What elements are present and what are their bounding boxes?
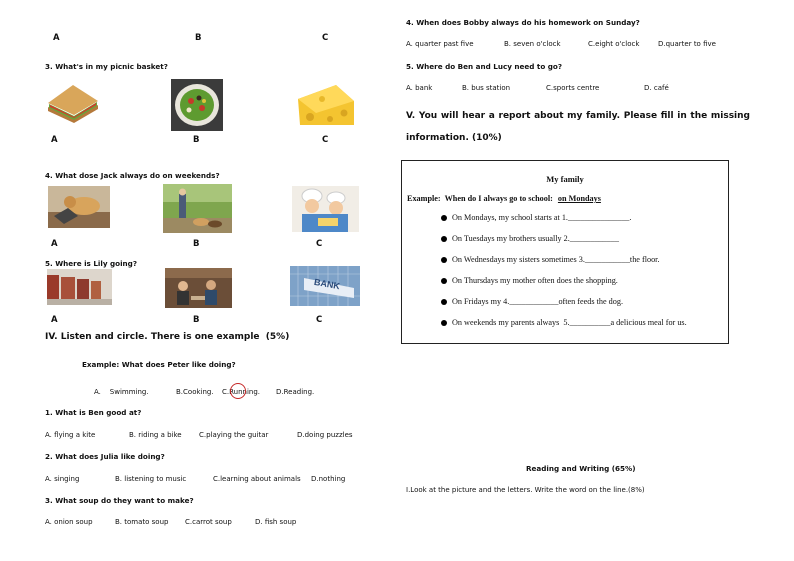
s4-q2-option-b: B. listening to music [115,475,187,483]
bullet-icon [441,257,447,263]
dog-and-laptop-image [48,186,110,228]
example-answer: on Mondays [557,194,601,203]
q3-question: 3. What's in my picnic basket? [45,62,168,71]
q5-question: 5. Where is Lily going? [45,259,137,268]
bullet-icon [441,278,447,284]
s4-q3-option-d: D. fish soup [255,518,297,526]
cooking-children-image [292,186,359,232]
q4-label-b: B [193,239,200,249]
r-q5-option-b: B. bus station [462,84,511,92]
r-q4-option-a: A. quarter past five [406,40,474,48]
r-q4-option-d: D.quarter to five [658,40,716,48]
s4-q3-option-c: C.carrot soup [185,518,232,526]
section5-heading [406,112,750,143]
r-q4-option-b: B. seven o'clock [504,40,561,48]
bank-building-image [290,266,360,306]
s4-q3-question: 3. What soup do they want to make? [45,496,194,505]
section4-heading: IV. Listen and circle. There is one example (5%) [45,332,290,342]
family-item-6-text: On weekends my parents always 5.__________a delicious meal for us. [452,318,687,327]
library-image [47,269,112,305]
q3-label-a: A [51,135,58,145]
s4-q1-option-c: C.playing the guitar [199,431,269,439]
family-item-4-text: On Thursdays my mother often does the shopping. [452,276,618,285]
s4-q2-option-d: D.nothing [311,475,346,483]
bullet-icon [441,320,447,326]
family-item-5 [441,298,623,306]
r-q4-question: 4. When does Bobby always do his homework on Sunday? [406,18,640,27]
q5-label-b: B [193,315,200,325]
q2-label-a: A [53,33,60,43]
r-q5-question: 5. Where do Ben and Lucy need to go? [406,62,563,71]
family-box-example [407,194,601,203]
walking-dog-image [163,184,232,233]
s4-q1-question: 1. What is Ben good at? [45,408,142,417]
q5-label-c: C [316,315,323,325]
section5-heading-line2: information. (10%) [406,133,502,143]
bullet-icon [441,215,447,221]
q3-label-c: C [322,135,329,145]
s4-q2-option-a: A. singing [45,475,80,483]
family-item-4 [441,277,618,285]
s4-q2-question: 2. What does Julia like doing? [45,452,165,461]
r-q5-option-c: C.sports centre [546,84,600,92]
bank-sign-text: BANK [313,276,341,292]
s4-q3-option-b: B. tomato soup [115,518,169,526]
family-item-3-text: On Wednesdays my sisters sometimes 3.___________the floor. [452,255,660,264]
family-box-title: My family [546,174,584,184]
q3-label-b: B [193,135,200,145]
s4-q1-option-d: D.doing puzzles [297,431,353,439]
q4-question: 4. What dose Jack always do on weekends? [45,171,220,180]
q5-label-a: A [51,315,58,325]
s4-q1-option-b: B. riding a bike [129,431,182,439]
example-option-a: A. Swimming. [94,388,149,396]
r-q5-option-a: A. bank [406,84,433,92]
example-option-b: B.Cooking. [176,388,214,396]
r-q5-option-d: D. café [644,84,669,92]
example-prefix: Example: When do I always go to school: [407,194,553,203]
reading-writing-heading: Reading and Writing (65%) [526,464,636,473]
reading-writing-instruction: I.Look at the picture and the letters. Write the word on the line.(8%) [406,486,645,494]
bullet-icon [441,236,447,242]
s4-q2-option-c: C.learning about animals [213,475,301,483]
q4-label-a: A [51,239,58,249]
s4-q3-option-a: A. onion soup [45,518,93,526]
q4-label-c: C [316,239,323,249]
family-item-1-text: On Mondays, my school starts at 1._______________. [452,213,632,222]
section4-example-question: Example: What does Peter like doing? [82,360,236,369]
cheese-image [292,79,359,131]
sandwich-image [46,81,100,126]
r-q4-option-c: C.eight o'clock [588,40,640,48]
section5-heading-line1: V. You will hear a report about my family. Please fill in the missing [406,111,750,121]
example-option-d: D.Reading. [276,388,315,396]
family-item-6 [441,319,687,327]
q2-label-b: B [195,33,202,43]
cafe-image [165,268,232,308]
s4-q1-option-a: A. flying a kite [45,431,96,439]
bullet-icon [441,299,447,305]
answer-circle-mark [230,383,246,399]
q2-label-c: C [322,33,329,43]
family-item-5-text: On Fridays my 4.____________often feeds the dog. [452,297,624,306]
example-option-c: C.Running. [222,388,261,396]
salad-image [171,79,223,131]
family-item-2-text: On Tuesdays my brothers usually 2.____________ [452,234,619,243]
family-item-3 [441,256,660,264]
family-item-2 [441,235,619,243]
my-family-box [401,160,729,344]
family-item-1 [441,214,631,222]
